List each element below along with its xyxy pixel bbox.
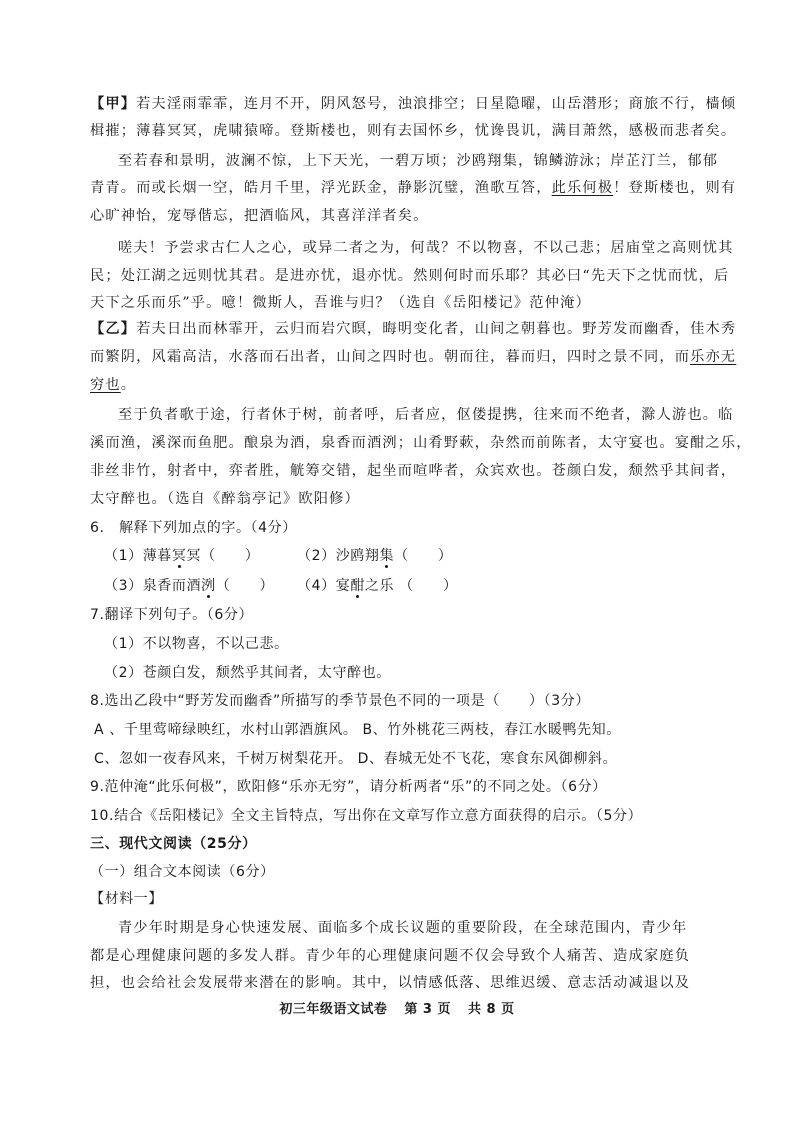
footer-total-pages: 共 8 页 bbox=[468, 1002, 515, 1017]
jia-line-1 bbox=[90, 94, 736, 114]
jia-line-3: 至若春和景明，波澜不惊，上下天光，一碧万顷；沙鸥翔集，锦鳞游泳；岸芷汀兰，郁郁 bbox=[118, 153, 719, 169]
q6-text: （ ） bbox=[215, 578, 275, 594]
jia-line-7: 民；处江湖之远则忧其君。是进亦忧，退亦忧。然则何时而乐耶？其必曰“先天下之忧而忧，后 bbox=[90, 268, 730, 284]
yi-line-5: 溪而渔，溪深而鱼肥。酿泉为酒，泉香而酒洌；山肴野蔌，杂然而前陈者，太守宴也。宴酣之乐， bbox=[90, 435, 752, 451]
question-6-item-1 bbox=[104, 546, 260, 566]
question-6-item-3 bbox=[104, 576, 274, 596]
page-footer bbox=[0, 998, 794, 1017]
yi-line-3 bbox=[90, 375, 136, 395]
jia-text: ！登斯楼也，则有 bbox=[613, 180, 737, 196]
q6-text: 冥（ ） bbox=[186, 548, 260, 564]
jia-label: 【甲】 bbox=[90, 96, 137, 112]
q6-text: （4）宴 bbox=[297, 578, 351, 594]
q6-text: （2）沙鸥翔 bbox=[297, 548, 380, 564]
material-1-line-3: 担，也会给社会发展带来潜在的影响。其中，以情感低落、思维迟缓、意志活动减退以及 bbox=[90, 975, 691, 991]
underlined-phrase: 穷也 bbox=[90, 377, 121, 393]
question-10: 10.结合《岳阳楼记》全文主旨特点，写出你在文章写作立意方面获得的启示。（5分） bbox=[90, 808, 643, 824]
footer-page-number: 第 3 页 bbox=[404, 1002, 451, 1017]
q6-text: （ ） bbox=[394, 548, 453, 564]
q6-text: （1）薄暮 bbox=[104, 548, 172, 564]
yi-text: 若夫日出而林霏开，云归而岩穴暝，晦明变化者，山间之朝暮也。野芳发而幽香，佳木秀 bbox=[136, 321, 737, 337]
footer-exam-title: 初三年级语文试卷 bbox=[279, 1002, 388, 1017]
yi-line-7: 太守醉也。（选自《醉翁亭记》欧阳修） bbox=[90, 491, 360, 507]
jia-line-8: 天下之乐而乐”乎。噫！微斯人，吾谁与归？（选自《岳阳楼记》范仲淹） bbox=[90, 295, 591, 311]
material-1-line-1: 青少年时期是身心快速发展、面临多个成长议题的重要阶段，在全球范围内，青少年 bbox=[118, 920, 688, 936]
material-1-label: 【材料一】 bbox=[90, 891, 163, 907]
yi-text: 。 bbox=[120, 377, 137, 393]
jia-text: 青青。而或长烟一空，皓月千里，浮光跃金，静影沉璧，渔歌互答， bbox=[90, 180, 552, 196]
yi-text: 而繁阴，风霜高洁，水落而石出者，山间之四时也。朝而往，暮而归，四时之景不同，而 bbox=[90, 349, 691, 365]
underlined-phrase: 乐亦无 bbox=[690, 349, 737, 365]
question-7-item-1: （1）不以物喜，不以己悲。 bbox=[104, 636, 289, 652]
question-9: 9.范仲淹“此乐何极”，欧阳修“乐亦无穷”，请分析两者“乐”的不同之处。（6分） bbox=[90, 779, 607, 795]
question-7-item-2: （2）苍颜白发，颓然乎其间者，太守醉也。 bbox=[104, 665, 391, 681]
yi-label: 【乙】 bbox=[90, 321, 137, 337]
section-3-subtitle: （一）组合文本阅读（6分） bbox=[90, 864, 275, 880]
dotted-char: 洌 bbox=[201, 578, 216, 594]
q6-text: （3）泉香而酒 bbox=[104, 578, 202, 594]
q6-text: 之乐 （ ） bbox=[364, 578, 458, 594]
yi-line-2 bbox=[90, 347, 736, 367]
jia-line-2: 楫摧；薄暮冥冥，虎啸猿啼。登斯楼也，则有去国怀乡，忧谗畏讥，满目萧然，感极而悲者矣。 bbox=[90, 123, 737, 139]
yi-line-4: 至于负者歌于途，行者休于树，前者呼，后者应，伛偻提携，往来而不绝者，滁人游也。临 bbox=[118, 407, 734, 423]
question-8: 8.选出乙段中“野芳发而幽香”所描写的季节景色不同的一项是（ ）（3分） bbox=[90, 693, 590, 709]
underlined-phrase: 此乐何极 bbox=[551, 180, 614, 196]
question-8-options-ab: A 、千里莺啼绿映红，水村山郭酒旗风。 B、竹外桃花三两枝，春江水暖鸭先知。 bbox=[94, 722, 621, 738]
question-7: 7.翻译下列句子。（6分） bbox=[90, 607, 254, 623]
question-6: 6. 解释下列加点的字。（4分） bbox=[90, 520, 297, 536]
question-6-item-2 bbox=[297, 546, 453, 566]
material-1-line-2: 都是心理健康问题的多发人群。青少年的心理健康问题不仅会导致个人痛苦、造成家庭负 bbox=[90, 948, 691, 964]
dotted-char: 酣 bbox=[350, 578, 365, 594]
question-8-options-cd: C、忽如一夜春风来，千树万树梨花开。 D、春城无处不飞花，寒食东风御柳斜。 bbox=[94, 751, 618, 767]
yi-line-1 bbox=[90, 319, 736, 339]
jia-line-4 bbox=[90, 178, 736, 198]
question-6-item-4 bbox=[297, 576, 458, 596]
section-3-title: 三、现代文阅读（25分） bbox=[90, 836, 257, 852]
jia-line-6: 嗟夫！予尝求古仁人之心，或异二者之为，何哉？不以物喜，不以己悲；居庙堂之高则忧其 bbox=[118, 240, 734, 256]
yi-line-6: 非丝非竹，射者中，弈者胜，觥筹交错，起坐而喧哗者，众宾欢也。苍颜白发，颓然乎其间者， bbox=[90, 463, 737, 479]
jia-line-5: 心旷神怡，宠辱偕忘，把酒临风，其喜洋洋者矣。 bbox=[90, 208, 429, 224]
jia-text: 若夫淫雨霏霏，连月不开，阴风怒号，浊浪排空；日星隐曜，山岳潜形；商旅不行，樯倾 bbox=[136, 96, 737, 112]
dotted-char: 集 bbox=[379, 548, 395, 564]
dotted-char: 冥 bbox=[171, 548, 187, 564]
